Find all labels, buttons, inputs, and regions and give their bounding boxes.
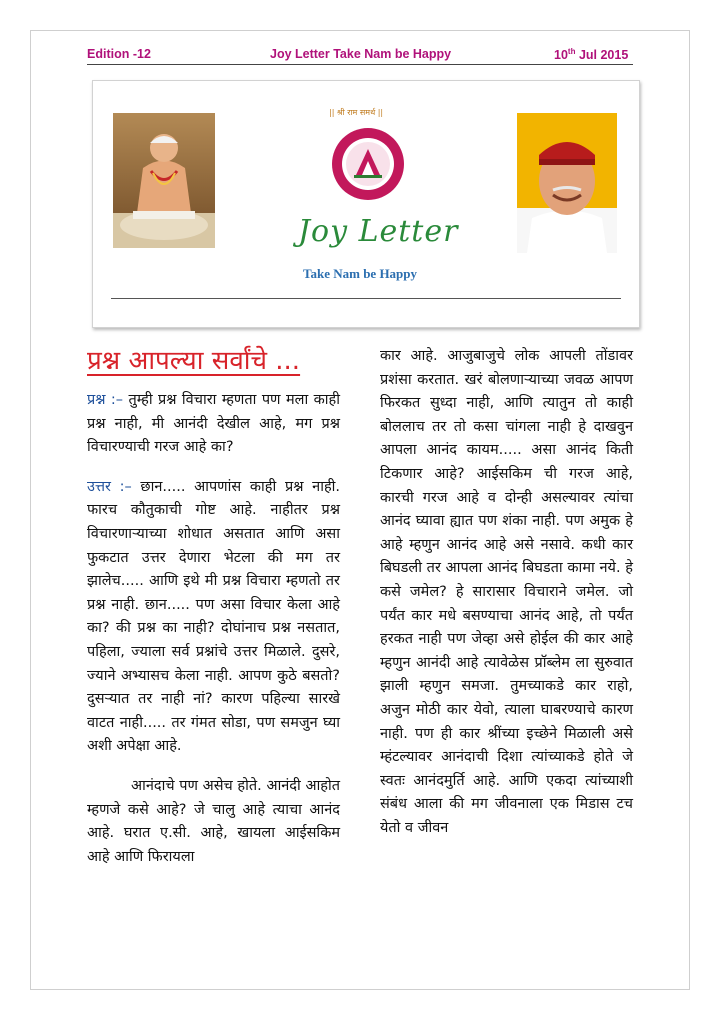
date-rest: Jul 2015 — [575, 48, 629, 63]
article-right-column — [380, 345, 633, 840]
joy-letter-script-title: Joy Letter — [298, 214, 459, 249]
header-title: Joy Letter Take Nam be Happy — [270, 47, 452, 61]
edition-label: Edition -12 — [87, 47, 151, 61]
joy-letter-logo — [331, 127, 405, 201]
date-suffix: th — [567, 47, 576, 56]
article-left-column — [87, 345, 340, 869]
masthead-banner — [92, 80, 640, 328]
header-rule — [87, 64, 633, 65]
joy-paragraph: आनंदाचे पण असेच होते. आनंदी आहोत म्हणजे कसे आहे? जे चालु आहे त्याचा आनंद आहे. घरात ए.सी. आहे, खायला आईसकिम आहे आणि फिरायला — [87, 777, 340, 865]
question-paragraph — [87, 389, 340, 460]
question-text: तुम्ही प्रश्न विचारा म्हणता पण मला काही प्रश्न नाही, मी आनंदी देखील आहे, मग प्रश्न विचारण्याची गरज आहे का? — [87, 392, 340, 456]
author-portrait-photo — [517, 113, 617, 253]
shri-ram-samarth-text: || श्री राम समर्थ || — [329, 108, 384, 117]
saint-portrait-photo — [113, 113, 215, 248]
answer-text: छान..... आपणांस काही प्रश्न नाही. फारच कौतुकाची गोष्ट आहे. नाहीतर प्रश्न विचारणाऱ्याच्या शोधात असतात आणि असा फुकटात उत्तर देणारा भेटला की मग तर झालेच..... आणि इथे मी प्रश्न विचारा म्हणतो तर प्रश्न नाही. छान..... पण असा विचार केला आहे का? की प्रश्न का नाही? दोघांनाच प्रश्न नसतात, पहिला, ज्याला सर्व प्रश्नांचे उत्तर मिळाले. दुसरे, ज्याने अभ्यासच केला नाही. आपण कुठे बसतो? दुसऱ्यात तर नाही नां? कारण पहिल्या सारखे वाटत नाही..... तर गंमत सोडा, पण समजुन घ्या अशी अपेक्षा आहे. — [87, 478, 341, 755]
answer-label: उत्तर :– — [87, 478, 132, 495]
date-day: 10 — [554, 48, 568, 63]
banner-tagline: Take Nam be Happy — [303, 266, 418, 281]
issue-date — [554, 47, 628, 62]
answer-paragraph — [87, 476, 340, 759]
question-label: प्रश्न :– — [87, 392, 124, 408]
banner-rule — [111, 298, 621, 299]
article-title: प्रश्न आपल्या सर्वांचे ... — [87, 346, 301, 376]
right-column-text: कार आहे. आजुबाजुचे लोक आपली तोंडावर प्रशंसा करतात. खरं बोलणाऱ्याच्या जवळ आपण फिरकत सुध्दा नाही, आणि त्यातुन तो काही बोललाच तर तो कसा चांगला नाही हे दाखवुन आपला आनंद कायम..... असा आनंद किती टिकणार आहे? आईसकिम ची गरज आहे, कारची गरज आहे व दोन्ही असल्यावर त्यांचा आनंद घ्यावा ह्यात पण शंका नाही. पण अमुक हे आहे म्हणुन आनंद आहे असे नसावे. कधी कार बिघडली तर आपला आनंद बिघडता कामा नये. हे कसे जमेल? हे सारासार विचाराने जमेल. जो पर्यंत कार मधे बसण्याचा आनंद आहे, तो पर्यंत हरकत नाही पण जेव्हा असे होईल की कार आहे म्हणुन आनंदी आहे त्यावेळेस प्रॉब्लेम ला सुरुवात झाली म्हणुन समजा. तुमच्याकडे कार राहो, अजुन मोठी कार येवो, त्याला घाबरण्याचे कारण नाही. पण ही कार श्रींच्या इच्छेने मिळाली असे म्हंटल्यावर आनंदाची दिशा त्यांच्याकडे होते जे स्वतः आनंदमुर्ति आहे. आणि एकदा त्यांच्याशी संबंध आला की मग जीवनाला एक मिडास टच येतो व जीवन — [380, 348, 633, 836]
